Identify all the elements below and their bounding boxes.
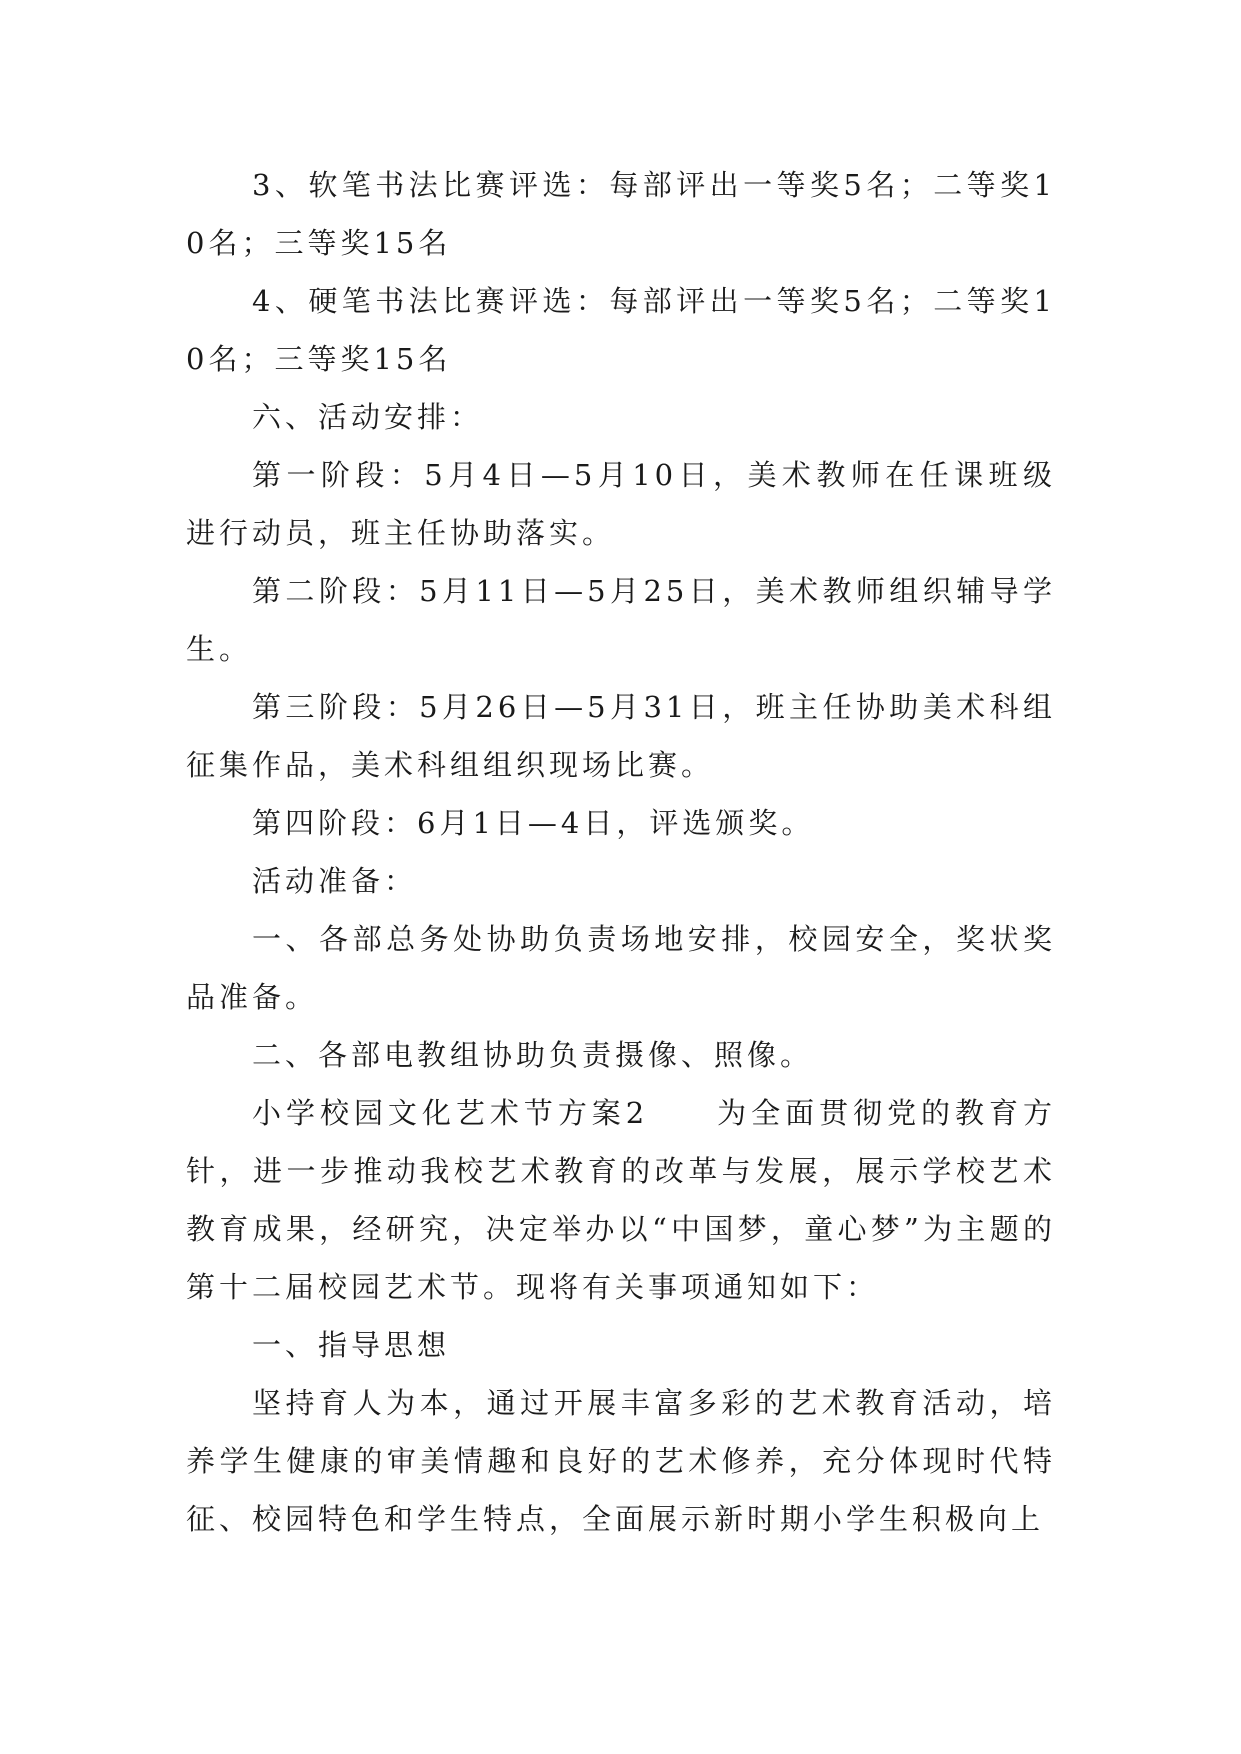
section-heading-schedule: 六、活动安排： [252, 400, 484, 434]
paragraph-plan-two-intro: 小学校园文化艺术节方案2 为全面贯彻党的教育方针，进一步推动我校艺术教育的改革与发展，展示学校艺术教育成果，经研究，决定举办以“中国梦，童心梦”为主题的第十二届校园艺术节。现将有关事项通知如下： [186, 1096, 1056, 1304]
paragraph-preparation-two: 二、各部电教组协助负责摄像、照像。 [252, 1038, 814, 1072]
paragraph-stage-one: 第一阶段：5月4日—5月10日，美术教师在任课班级进行动员，班主任协助落实。 [186, 458, 1056, 550]
document-body [186, 156, 1056, 1548]
paragraph-stage-three: 第三阶段：5月26日—5月31日，班主任协助美术科组征集作品，美术科组组织现场比赛。 [186, 690, 1056, 782]
paragraph-guiding-idea: 坚持育人为本，通过开展丰富多彩的艺术教育活动，培养学生健康的审美情趣和良好的艺术修养，充分体现时代特征、校园特色和学生特点，全面展示新时期小学生积极向上 [186, 1386, 1056, 1536]
paragraph-stage-two: 第二阶段：5月11日—5月25日，美术教师组织辅导学生。 [186, 574, 1056, 666]
section-heading-preparation: 活动准备： [252, 864, 418, 898]
paragraph-calligraphy-pen-awards: 4、硬笔书法比赛评选：每部评出一等奖5名；二等奖10名；三等奖15名 [186, 284, 1056, 376]
paragraph-preparation-one: 一、各部总务处协助负责场地安排，校园安全，奖状奖品准备。 [186, 922, 1056, 1014]
paragraph-calligraphy-brush-awards: 3、软笔书法比赛评选：每部评出一等奖5名；二等奖10名；三等奖15名 [186, 168, 1056, 260]
paragraph-stage-four: 第四阶段：6月1日—4日，评选颁奖。 [252, 806, 815, 840]
section-heading-guiding-idea: 一、指导思想 [252, 1328, 451, 1362]
